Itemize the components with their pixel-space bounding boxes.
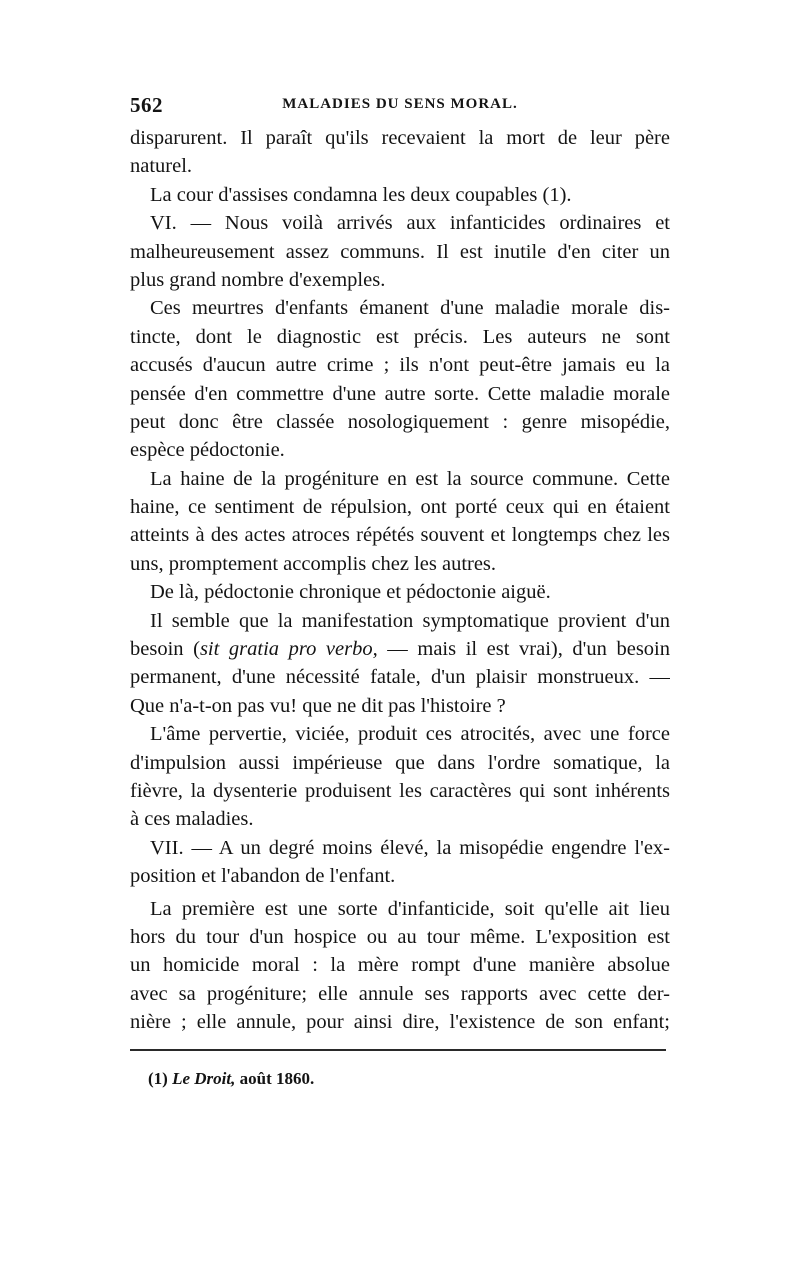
text-line: VII. — A un degré moins élevé, la misopédie engendre l'ex- [150, 836, 670, 859]
text-fragment: — mais il est vrai), d'un besoin [387, 638, 670, 661]
text-line: à ces maladies. [130, 808, 254, 831]
text-line: haine, ce sentiment de répulsion, ont porté ceux qui en étaient [130, 496, 670, 519]
text-line: tincte, dont le diagnostic est précis. Les auteurs ne sont [130, 325, 670, 348]
footnote-source: Le Droit, [172, 1069, 236, 1088]
text-line: L'âme pervertie, viciée, produit ces atrocités, avec une force [150, 723, 670, 746]
text-line: La haine de la progéniture en est la source commune. Cette [150, 467, 670, 490]
text-line: Que n'a-t-on pas vu! que ne dit pas l'histoire ? [130, 694, 506, 717]
page-number: 562 [130, 93, 163, 117]
text-fragment: besoin ( [130, 638, 200, 661]
text-line: malheureusement assez communs. Il est inutile d'en citer un [130, 240, 670, 263]
footnote [148, 1069, 314, 1089]
text-line: hors du tour d'un hospice ou au tour même. L'exposition est [130, 925, 670, 948]
italic-phrase: sit gratia pro verbo, [199, 638, 378, 661]
text-line: un homicide moral : la mère rompt d'une manière absolue [130, 954, 670, 977]
text-line: accusés d'aucun autre crime ; ils n'ont peut-être jamais eu la [130, 354, 670, 377]
text-line: permanent, d'une nécessité fatale, d'un plaisir monstrueux. — [130, 666, 670, 689]
text-line: avec sa progéniture; elle annule ses rapports avec cette der- [130, 982, 670, 1005]
text-line [130, 635, 670, 663]
running-title: MALADIES DU SENS MORAL. [282, 96, 518, 112]
text-line: La première est une sorte d'infanticide, soit qu'elle ait lieu [150, 897, 670, 920]
text-line: fièvre, la dysenterie produisent les caractères qui sont inhérents [130, 779, 670, 802]
text-line: La cour d'assises condamna les deux coupables (1). [150, 183, 572, 206]
text-line: naturel. [130, 155, 193, 178]
text-line: espèce pédoctonie. [130, 439, 285, 462]
footnote-marker: (1) [148, 1069, 168, 1088]
text-line: peut donc être classée nosologiquement : genre misopédie, [130, 410, 670, 433]
text-line: VI. — Nous voilà arrivés aux infanticides ordinaires et [150, 212, 670, 235]
text-line: disparurent. Il paraît qu'ils recevaient la mort de leur père [130, 127, 670, 149]
footnote-divider [130, 1049, 666, 1051]
page-header [130, 93, 670, 119]
text-line: uns, promptement accomplis chez les autres. [130, 552, 497, 575]
footnote-date: août 1860. [239, 1069, 315, 1088]
text-line: Il semble que la manifestation symptomatique provient d'un [150, 609, 670, 632]
text-line: Ces meurtres d'enfants émanent d'une maladie morale dis- [150, 297, 670, 320]
text-line: d'impulsion aussi impérieuse que dans l'ordre somatique, la [130, 751, 670, 774]
text-line: atteints à des actes atroces répétés souvent et longtemps chez les [130, 524, 670, 547]
text-line: nière ; elle annule, pour ainsi dire, l'existence de son enfant; [130, 1011, 670, 1034]
text-line: pensée d'en commettre d'une autre sorte. Cette maladie morale [130, 382, 670, 405]
text-line: position et l'abandon de l'enfant. [130, 865, 396, 888]
text-line: De là, pédoctonie chronique et pédoctonie aiguë. [150, 581, 551, 604]
body-text [130, 124, 670, 1037]
text-line: plus grand nombre d'exemples. [130, 268, 386, 291]
